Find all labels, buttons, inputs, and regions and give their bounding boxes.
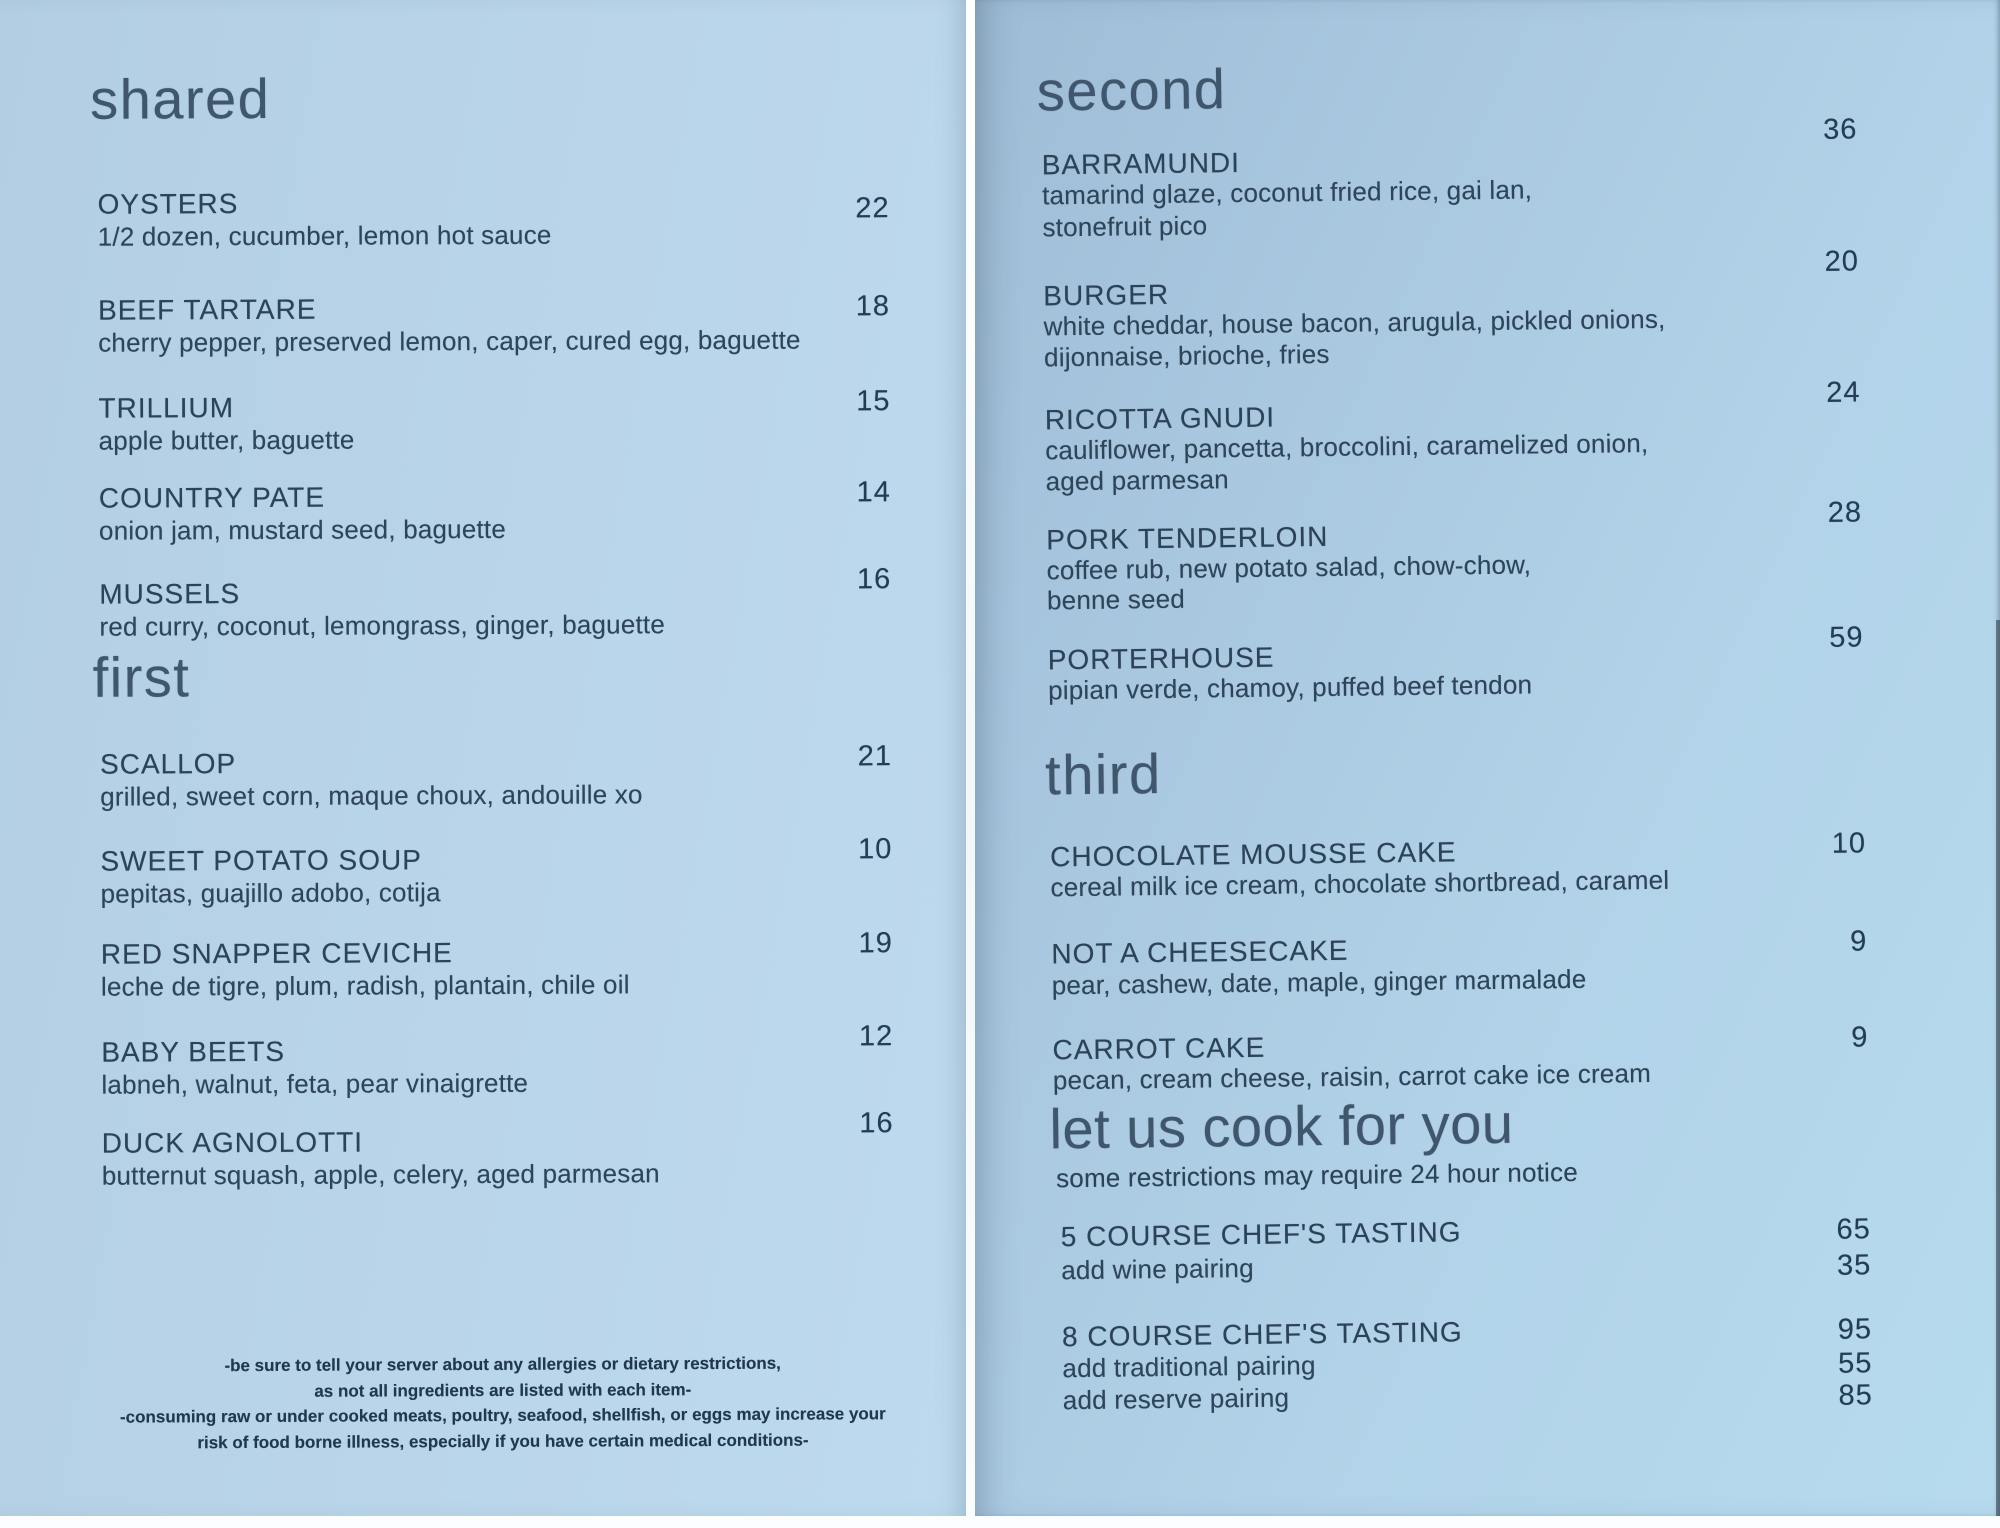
item-desc: stonefruit pico — [1042, 210, 1208, 243]
item-desc: labneh, walnut, feta, pear vinaigrette — [101, 1067, 529, 1100]
disclaimer-line: -be sure to tell your server about any allergies or dietary restrictions, — [224, 1353, 781, 1376]
item-desc: benne seed — [1046, 583, 1186, 616]
item-desc: onion jam, mustard seed, baguette — [98, 513, 507, 546]
item-desc: 1/2 dozen, cucumber, lemon hot sauce — [97, 219, 552, 252]
item-name: CHOCOLATE MOUSSE CAKE — [1049, 836, 1457, 873]
item-desc: pecan, cream cheese, raisin, carrot cake ice cream — [1052, 1058, 1652, 1096]
tasting-course-price: 65 — [1836, 1213, 1871, 1246]
item-price: 9 — [1851, 1021, 1869, 1054]
item-price: 19 — [858, 927, 893, 960]
item-price: 16 — [859, 1107, 894, 1140]
item-name: BARRAMUNDI — [1041, 146, 1241, 181]
item-name: COUNTRY PATE — [98, 481, 326, 514]
item-price: 10 — [858, 833, 893, 866]
item-price: 24 — [1826, 376, 1861, 409]
item-name: BURGER — [1043, 278, 1170, 312]
item-price: 18 — [855, 290, 891, 323]
page-right-content — [975, 0, 2000, 1516]
item-name: RICOTTA GNUDI — [1044, 401, 1276, 436]
tasting-addon-label: add reserve pairing — [1062, 1382, 1290, 1416]
item-name: RED SNAPPER CEVICHE — [100, 937, 453, 970]
item-price: 15 — [856, 385, 891, 418]
item-desc: aged parmesan — [1045, 464, 1230, 497]
item-name: BABY BEETS — [101, 1035, 286, 1068]
section-header-shared: shared — [89, 66, 271, 131]
disclaimer-line: as not all ingredients are listed with each item- — [314, 1379, 692, 1401]
item-name: NOT A CHEESECAKE — [1051, 934, 1349, 970]
tasting-addon-label: add wine pairing — [1061, 1252, 1254, 1286]
tasting-course-price: 95 — [1837, 1313, 1873, 1346]
tasting-course-name: 5 COURSE CHEF'S TASTING — [1060, 1216, 1462, 1253]
tasting-addon-price: 85 — [1838, 1379, 1874, 1412]
page-left-content — [0, 0, 969, 1516]
page-seam — [966, 0, 975, 1516]
tasting-subtitle: some restrictions may require 24 hour notice — [1055, 1156, 1579, 1194]
item-price: 14 — [856, 476, 891, 509]
item-price: 36 — [1822, 113, 1858, 146]
item-desc: leche de tigre, plum, radish, plantain, chile oil — [100, 969, 630, 1002]
item-desc: dijonnaise, brioche, fries — [1043, 338, 1330, 373]
item-price: 10 — [1831, 827, 1867, 860]
disclaimer-line: -consuming raw or under cooked meats, poultry, seafood, shellfish, or eggs may increase your — [119, 1404, 886, 1427]
item-name: CARROT CAKE — [1052, 1031, 1266, 1066]
item-desc: pepitas, guajillo adobo, cotija — [100, 877, 441, 909]
item-price: 59 — [1829, 621, 1864, 654]
item-desc: tamarind glaze, coconut fried rice, gai lan, — [1041, 174, 1533, 211]
item-price: 16 — [856, 563, 892, 596]
tasting-course-name: 8 COURSE CHEF'S TASTING — [1061, 1316, 1463, 1353]
menu-page-left — [0, 0, 969, 1516]
item-name: SCALLOP — [99, 748, 237, 780]
item-desc: coffee rub, new potato salad, chow-chow, — [1046, 549, 1532, 586]
section-header-tasting: let us cook for you — [1049, 1091, 1514, 1161]
item-price: 9 — [1849, 925, 1868, 958]
item-desc: grilled, sweet corn, maque choux, andouille xo — [100, 779, 643, 812]
allergy-disclaimer — [115, 1350, 891, 1455]
item-name: OYSTERS — [97, 188, 239, 220]
item-name: BEEF TARTARE — [97, 293, 317, 326]
item-price: 22 — [855, 192, 890, 225]
item-name: PORK TENDERLOIN — [1046, 520, 1329, 556]
item-desc: pear, cashew, date, maple, ginger marmalade — [1051, 963, 1587, 1001]
item-desc: cauliflower, pancetta, broccolini, caramelized onion, — [1045, 428, 1649, 466]
tasting-addon-label: add traditional pairing — [1062, 1350, 1316, 1384]
tasting-addon-price: 35 — [1836, 1249, 1872, 1282]
tasting-addon-price: 55 — [1837, 1347, 1873, 1380]
item-desc: cherry pepper, preserved lemon, caper, cured egg, baguette — [98, 324, 801, 358]
item-desc: apple butter, baguette — [98, 424, 355, 456]
item-desc: white cheddar, house bacon, arugula, pickled onions, — [1043, 303, 1666, 342]
section-header-first: first — [92, 645, 191, 709]
photo-bottom-edge — [0, 1516, 2000, 1528]
item-price: 21 — [857, 740, 893, 773]
item-name: DUCK AGNOLOTTI — [101, 1126, 364, 1159]
section-header-third: third — [1044, 741, 1162, 807]
item-desc: pipian verde, chamoy, puffed beef tendon — [1047, 669, 1533, 706]
item-name: MUSSELS — [99, 578, 241, 610]
item-name: SWEET POTATO SOUP — [100, 844, 422, 877]
photo-right-edge-line — [1996, 620, 2000, 1516]
item-name: TRILLIUM — [98, 392, 235, 424]
item-desc: butternut squash, apple, celery, aged parmesan — [101, 1158, 660, 1191]
item-price: 20 — [1824, 245, 1860, 278]
item-name: PORTERHOUSE — [1047, 641, 1275, 676]
item-desc: red curry, coconut, lemongrass, ginger, baguette — [99, 609, 666, 642]
item-price: 28 — [1827, 496, 1863, 529]
item-desc: cereal milk ice cream, chocolate shortbread, caramel — [1050, 864, 1670, 903]
disclaimer-line: risk of food borne illness, especially if you have certain medical conditions- — [197, 1430, 809, 1452]
section-header-second: second — [1036, 57, 1227, 123]
item-price: 12 — [858, 1020, 894, 1053]
menu-page-right — [975, 0, 2000, 1516]
